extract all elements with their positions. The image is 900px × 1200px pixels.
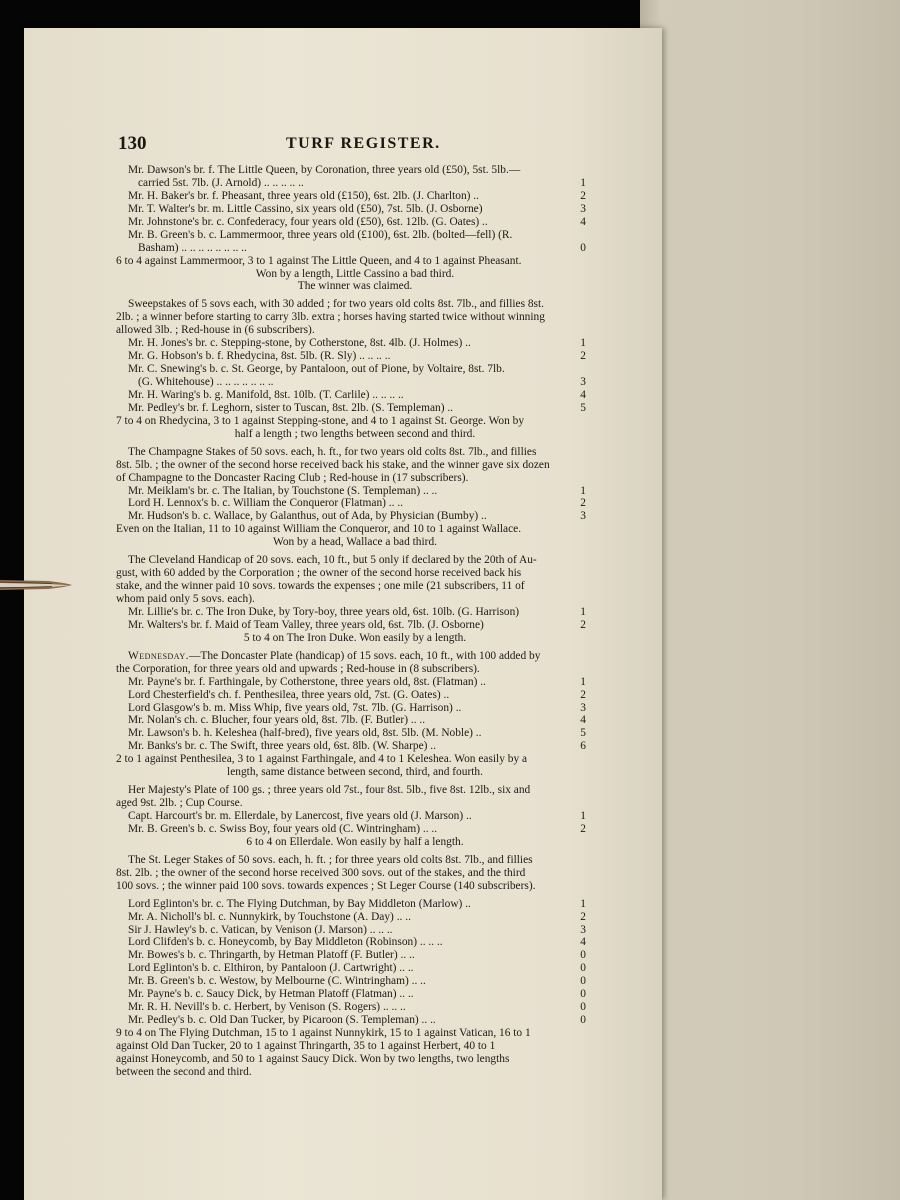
race-conditions: 8st. 5lb. ; the owner of the second horse received back his stake, and the winner gave six dozen: [116, 458, 550, 471]
finishing-place: 1: [580, 337, 586, 350]
race-entry: Lord Eglinton's b. c. Elthiron, by Pantaloon (J. Cartwright) .. .. 0: [128, 962, 586, 975]
race-conditions: The St. Leger Stakes of 50 sovs. each, h. ft. ; for three years old colts 8st. 7lb., and fillies: [128, 853, 533, 866]
running-title: TURF REGISTER.: [286, 135, 441, 152]
race-result: half a length ; two lengths between second and third.: [234, 427, 476, 440]
race-entry: Mr. Walters's br. f. Maid of Team Valley, three years old, 6st. 7lb. (J. Osborne) 2: [128, 618, 586, 631]
finishing-place: 1: [580, 176, 586, 189]
race-result: Won by a length, Little Cassino a bad third.: [255, 267, 455, 280]
page-number: 130: [118, 133, 147, 154]
race-conditions: 100 sovs. ; the winner paid 100 sovs. towards expences ; St Leger Course (140 subscribers).: [116, 879, 536, 892]
race-entry: Lord Chesterfield's ch. f. Penthesilea, three years old, 7st. (G. Oates) .. 2: [128, 688, 586, 701]
finishing-place: 2: [580, 497, 586, 510]
page-header: [118, 133, 588, 155]
race-entry: Mr. B. Green's b. c. Westow, by Melbourne (C. Wintringham) .. .. 0: [128, 975, 586, 988]
race-entry: Mr. Hudson's b. c. Wallace, by Galanthus, out of Ada, by Physician (Bumby) .. 3: [128, 510, 586, 523]
race-entry: Mr. Payne's b. c. Saucy Dick, by Hetman Platoff (Flatman) .. .. 0: [128, 988, 586, 1001]
finishing-place: 3: [580, 202, 586, 215]
betting-line: 6 to 4 against Lammermoor, 3 to 1 against The Little Queen, and 4 to 1 against Pheasant.: [116, 254, 522, 267]
race-2-results: [116, 298, 594, 440]
finishing-place: 0: [580, 1014, 586, 1027]
finishing-place: 2: [580, 618, 586, 631]
race-entry: Mr. R. H. Nevill's b. c. Herbert, by Venison (S. Rogers) .. .. .. 0: [128, 1001, 586, 1014]
race-conditions: gust, with 60 added by the Corporation ; the owner of the second horse received back his: [116, 567, 522, 580]
betting-line: 9 to 4 on The Flying Dutchman, 15 to 1 against Nunnykirk, 15 to 1 against Vatican, 16 to 1: [116, 1027, 531, 1039]
race-conditions: 8st. 2lb. ; the owner of the second horse received 300 sovs. out of the stakes, and the third: [116, 866, 526, 879]
book-page-edges: [640, 0, 900, 1200]
race-entry: Mr. B. Green's b. c. Swiss Boy, four years old (C. Wintringham) .. .. 2: [128, 822, 586, 835]
race-conditions: stake, and the winner paid 10 sovs. towards the expenses ; one mile (21 subscribers, 11 of: [116, 580, 525, 593]
finishing-place: 3: [580, 376, 586, 388]
race-result: Won by a head, Wallace a bad third.: [272, 536, 437, 549]
finishing-place: 0: [580, 962, 586, 975]
race-entry: Mr. Lawson's b. h. Keleshea (half-bred), five years old, 8st. 5lb. (M. Noble) .. 5: [128, 727, 586, 740]
finishing-place: 2: [580, 350, 586, 363]
race-entry: Mr. Pedley's b. c. Old Dan Tucker, by Picaroon (S. Templeman) .. .. 0: [128, 1014, 586, 1027]
race-result: 5 to 4 on The Iron Duke. Won easily by a length.: [243, 631, 467, 644]
betting-line: against Old Dan Tucker, 20 to 1 against Thringarth, 35 to 1 against Herbert, 40 to 1: [116, 1039, 496, 1052]
race-entry: Lord Clifden's b. c. Honeycomb, by Bay Middleton (Robinson) .. .. .. 4: [128, 936, 586, 949]
finishing-place: 2: [580, 688, 586, 701]
race-entry: Mr. Dawson's br. f. The Little Queen, by Coronation, three years old (£50), 5st. 5lb.—: [128, 164, 521, 176]
race-5-results: [116, 650, 594, 779]
race-note: The winner was claimed.: [297, 280, 413, 293]
race-entry: Mr. T. Walter's br. m. Little Cassino, six years old (£50), 7st. 5lb. (J. Osborne) 3: [128, 202, 586, 215]
race-conditions: Wednesday.—The Doncaster Plate (handicap) of 15 sovs. each, 10 ft., with 100 added by: [128, 649, 541, 662]
betting-line: between the second and third.: [116, 1065, 252, 1078]
finishing-place: 4: [580, 388, 586, 401]
betting-line: against Honeycomb, and 50 to 1 against Saucy Dick. Won by two lengths, two lengths: [116, 1052, 510, 1065]
race-entry: Mr. Johnstone's br. c. Confederacy, four years old (£50), 6st. 12lb. (G. Oates) .. 4: [128, 215, 586, 228]
finishing-place: 3: [580, 701, 586, 714]
finishing-place: 2: [580, 189, 586, 202]
race-entry: Lord H. Lennox's b. c. William the Conqueror (Flatman) .. .. 2: [128, 497, 586, 510]
race-conditions: 2lb. ; a winner before starting to carry 3lb. extra ; horses having started twice without winning: [116, 311, 545, 324]
race-conditions: Her Majesty's Plate of 100 gs. ; three years old 7st., four 8st. 5lb., five 8st. 12lb., six and: [128, 784, 531, 797]
race-conditions: allowed 3lb. ; Red-house in (6 subscribers).: [116, 324, 315, 337]
race-entry-cont: Basham) .. .. .. .. .. .. .. .. 0: [138, 241, 586, 254]
race-conditions: The Champagne Stakes of 50 sovs. each, h. ft., for two years old colts 8st. 7lb., and fillies: [128, 445, 537, 458]
race-entry: Mr. Nolan's ch. c. Blucher, four years old, 8st. 7lb. (F. Butler) .. .. 4: [128, 714, 586, 727]
race-entry: Mr. G. Hobson's b. f. Rhedycina, 8st. 5lb. (R. Sly) .. .. .. .. 2: [128, 350, 586, 363]
race-conditions: of Champagne to the Doncaster Racing Club ; Red-house in (17 subscribers).: [116, 471, 469, 484]
race-entry-cont: (G. Whitehouse) .. .. .. .. .. .. .. 3: [138, 376, 586, 388]
race-entry: Mr. Bowes's b. c. Thringarth, by Hetman Platoff (F. Butler) .. .. 0: [128, 949, 586, 962]
finishing-place: 0: [580, 241, 586, 254]
race-entry: Mr. B. Green's b. c. Lammermoor, three years old (£100), 6st. 2lb. (bolted—fell) (R.: [128, 228, 513, 241]
race-entry: Mr. Banks's br. c. The Swift, three years old, 6st. 8lb. (W. Sharpe) .. 6: [128, 740, 586, 753]
finishing-place: 0: [580, 988, 586, 1001]
finishing-place: 0: [580, 1001, 586, 1014]
finishing-place: 2: [580, 910, 586, 923]
race-entry: Lord Glasgow's b. m. Miss Whip, five years old, 7st. 7lb. (G. Harrison) .. 3: [128, 701, 586, 714]
finishing-place: 4: [580, 936, 586, 949]
race-3-results: [116, 446, 594, 550]
finishing-place: 5: [580, 401, 586, 414]
betting-line: Even on the Italian, 11 to 10 against William the Conqueror, and 10 to 1 against Wallace.: [116, 523, 522, 536]
finishing-place: 1: [580, 897, 586, 910]
race-1-results: [116, 164, 594, 293]
finishing-place: 1: [580, 484, 586, 497]
race-entry: Mr. Meiklam's br. c. The Italian, by Touchstone (S. Templeman) .. .. 1: [128, 484, 586, 497]
finishing-place: 4: [580, 714, 586, 727]
race-entry: Mr. Pedley's br. f. Leghorn, sister to Tuscan, 8st. 2lb. (S. Templeman) .. 5: [128, 401, 586, 414]
race-6-results: [116, 784, 594, 849]
race-result: length, same distance between second, third, and fourth.: [227, 766, 483, 779]
finishing-place: 1: [580, 675, 586, 688]
race-conditions: The Cleveland Handicap of 20 sovs. each, 10 ft., but 5 only if declared by the 20th of Au-: [128, 554, 537, 567]
race-entry: Mr. Payne's br. f. Farthingale, by Cotherstone, three years old, 8st. (Flatman) .. 1: [128, 675, 586, 688]
betting-line: 7 to 4 on Rhedycina, 3 to 1 against Stepping-stone, and 4 to 1 against St. George. Won by: [116, 414, 525, 427]
page-body: [116, 164, 594, 1079]
race-entry: Mr. H. Baker's br. f. Pheasant, three years old (£150), 6st. 2lb. (J. Charlton) .. 2: [128, 189, 586, 202]
race-entry: Mr. H. Jones's br. c. Stepping-stone, by Cotherstone, 8st. 4lb. (J. Holmes) .. 1: [128, 337, 586, 350]
race-7-results: [116, 854, 594, 1079]
finishing-place: 6: [580, 740, 586, 753]
bookmark-ribbon: [0, 576, 72, 594]
finishing-place: 5: [580, 727, 586, 740]
finishing-place: 3: [580, 923, 586, 936]
day-heading: Wednesday.: [128, 649, 189, 662]
finishing-place: 4: [580, 215, 586, 228]
race-entry: Mr. Lillie's br. c. The Iron Duke, by Tory-boy, three years old, 6st. 10lb. (G. Harrison) 1: [128, 605, 586, 618]
finishing-place: 2: [580, 822, 586, 835]
race-entry-cont: carried 5st. 7lb. (J. Arnold) .. .. .. .. .. 1: [138, 176, 586, 189]
finishing-place: 0: [580, 975, 586, 988]
race-conditions: aged 9st. 2lb. ; Cup Course.: [116, 797, 243, 810]
race-conditions: whom paid only 5 sovs. each).: [116, 593, 255, 605]
betting-line: 2 to 1 against Penthesilea, 3 to 1 against Farthingale, and 4 to 1 Keleshea. Won easily by a: [116, 753, 528, 766]
finishing-place: 1: [580, 810, 586, 822]
finishing-place: 3: [580, 510, 586, 523]
finishing-place: 0: [580, 949, 586, 962]
race-result: 6 to 4 on Ellerdale. Won easily by half a length.: [246, 835, 464, 848]
race-entry: Sir J. Hawley's b. c. Vatican, by Venison (J. Marson) .. .. .. 3: [128, 923, 586, 936]
finishing-place: 1: [580, 605, 586, 618]
race-entry: Mr. C. Snewing's b. c. St. George, by Pantaloon, out of Pione, by Voltaire, 8st. 7lb.: [128, 363, 505, 376]
race-conditions: the Corporation, for three years old and upwards ; Red-house in (8 subscribers).: [116, 662, 480, 675]
race-entry: Mr. H. Waring's b. g. Manifold, 8st. 10lb. (T. Carlile) .. .. .. .. 4: [128, 388, 586, 401]
race-4-results: [116, 554, 594, 645]
race-entry: Mr. A. Nicholl's bl. c. Nunnykirk, by Touchstone (A. Day) .. .. 2: [128, 910, 586, 923]
race-entry: Capt. Harcourt's br. m. Ellerdale, by Lanercost, five years old (J. Marson) .. 1: [128, 810, 586, 822]
race-entry: Lord Eglinton's br. c. The Flying Dutchman, by Bay Middleton (Marlow) .. 1: [128, 897, 586, 910]
race-conditions: Sweepstakes of 5 sovs each, with 30 added ; for two years old colts 8st. 7lb., and fillies 8st.: [128, 298, 545, 311]
